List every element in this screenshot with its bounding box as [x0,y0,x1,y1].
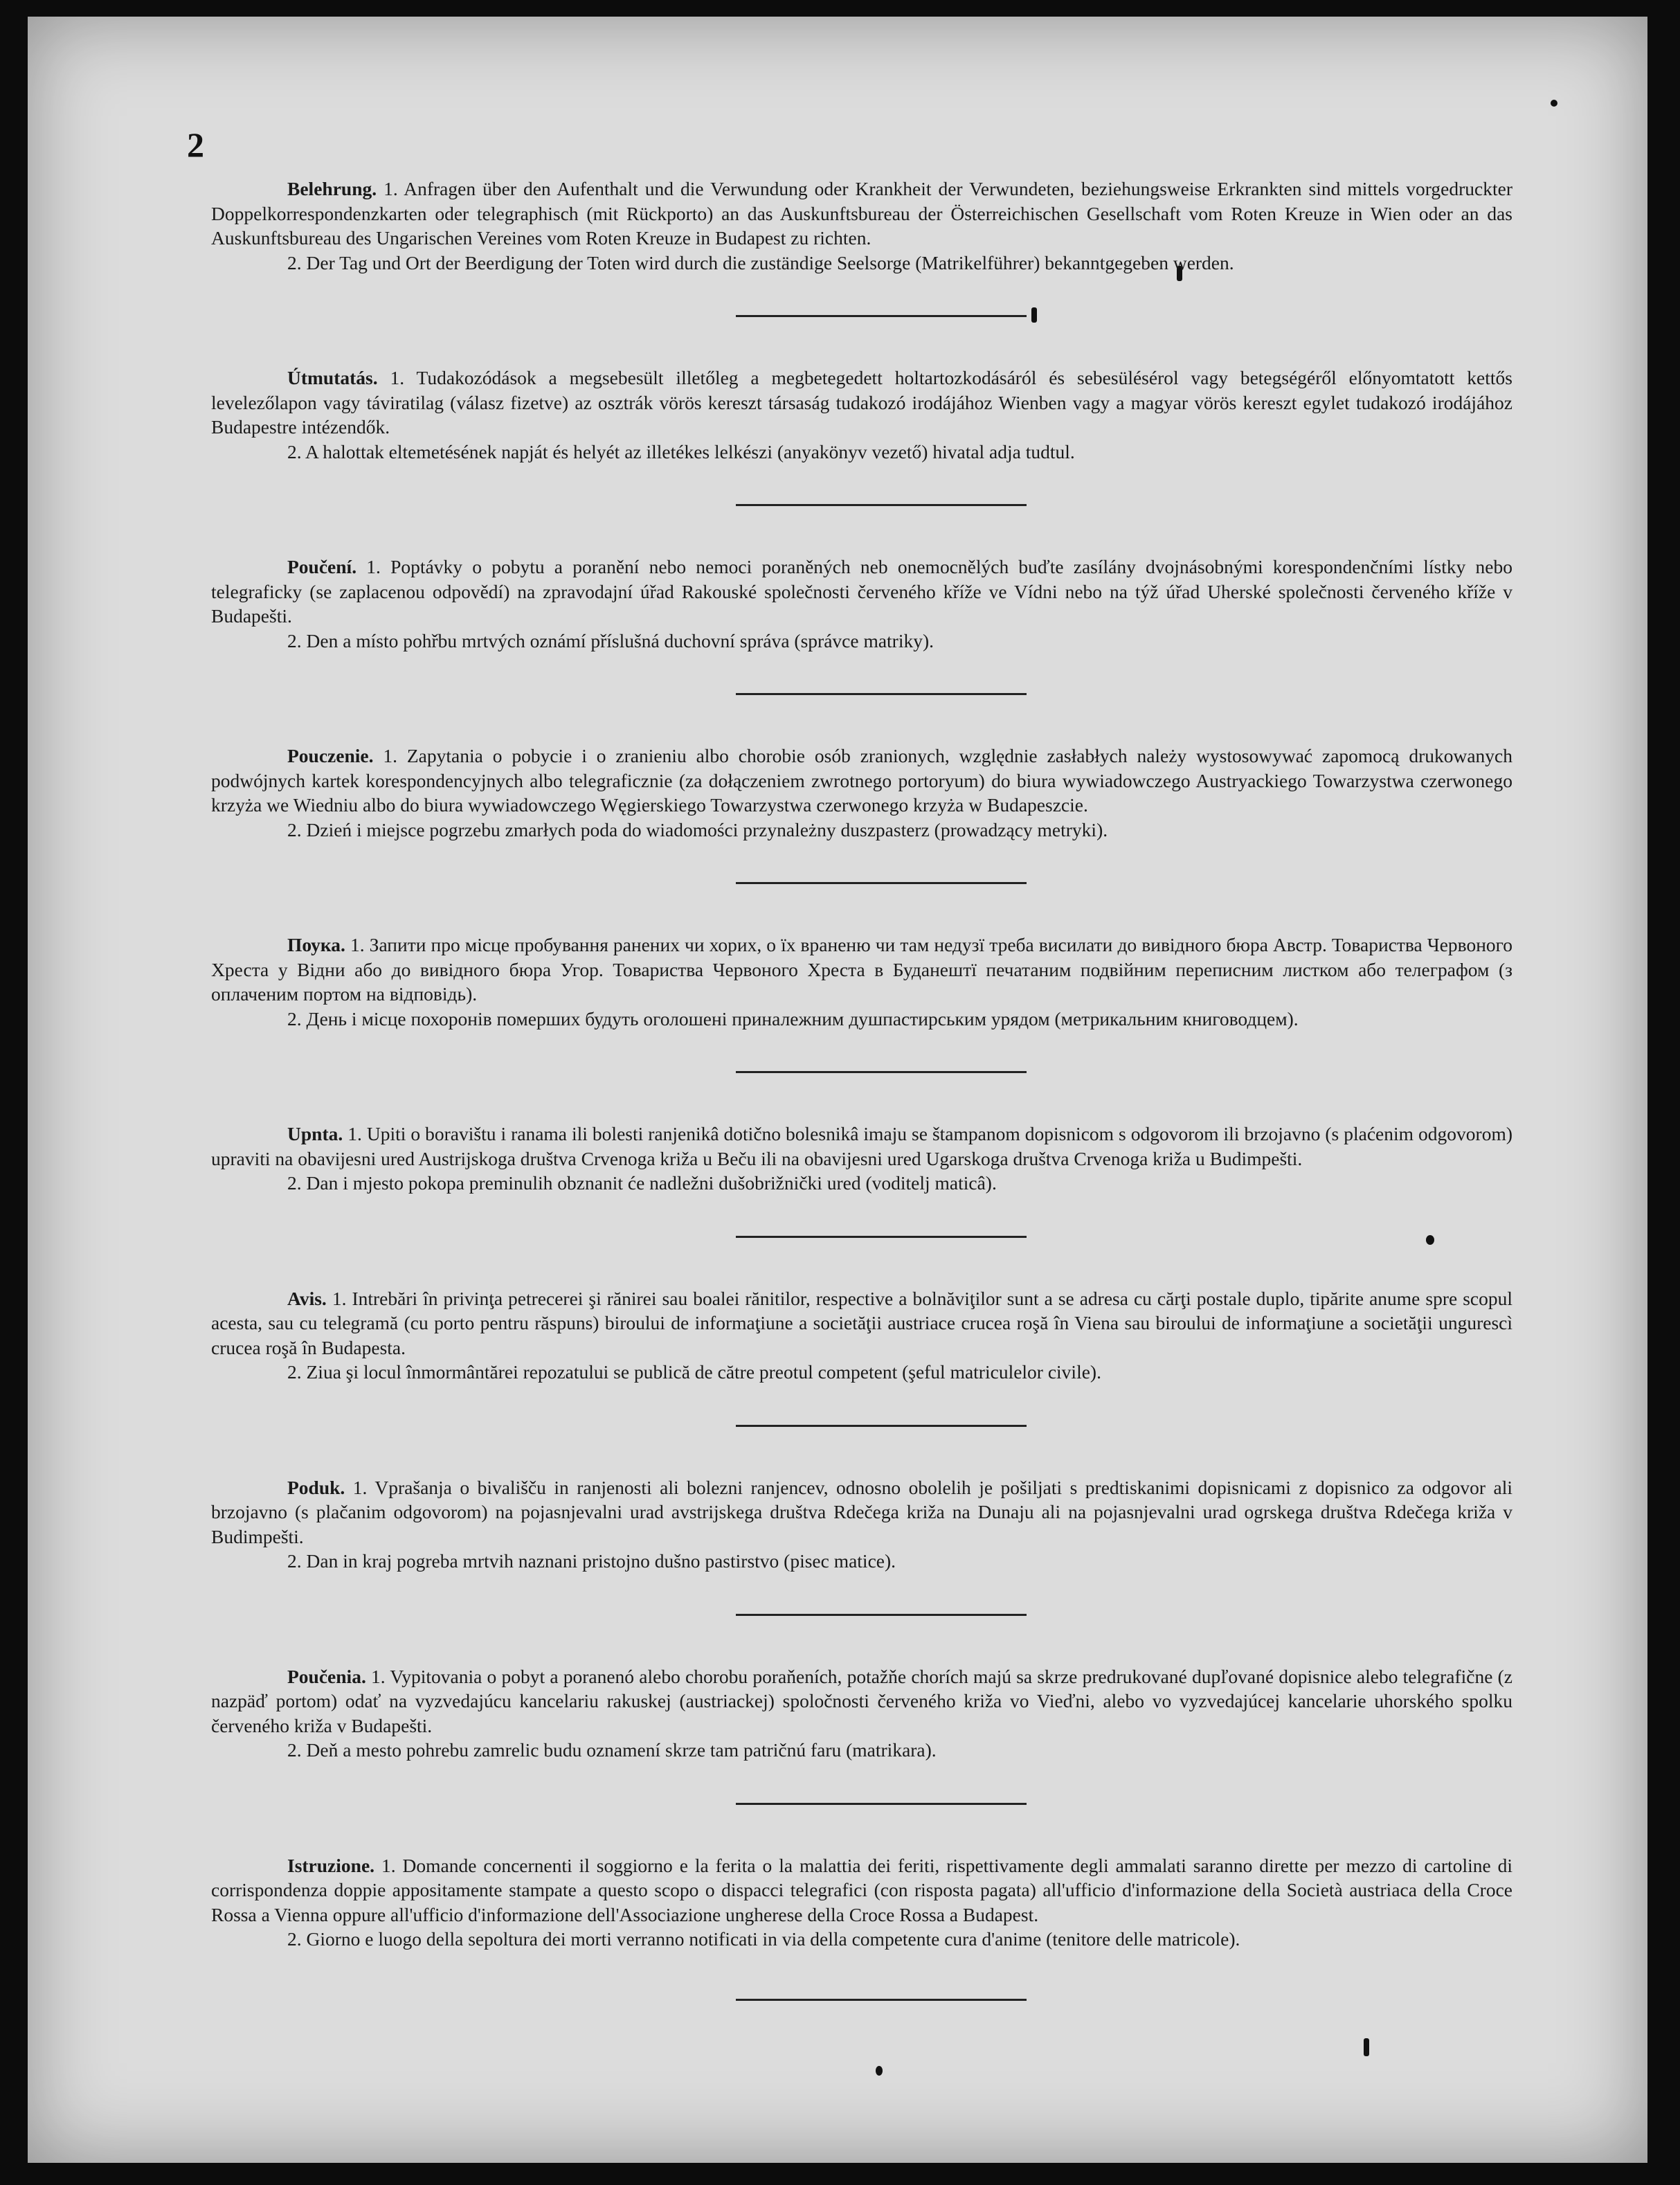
point-2-text: 2. Giorno e luogo della sepoltura dei morti verranno notificati in via della competente cura d'anime (tenitore delle matricole). [287,1928,1240,1950]
section-slovenian [211,1475,1512,1574]
section-divider [736,693,1027,695]
section-divider [736,1236,1027,1238]
point-2-text: 2. День і місце похоронів померших будуть оголошені приналежним душпастирським урядом (метрикальним книговодцем). [287,1007,1299,1029]
section-romanian [211,1286,1512,1385]
point-2-text: 2. Dzień i miejsce pogrzebu zmarłych poda do wiadomości przynależny duszpasterz (prowadzący metryki). [287,818,1108,840]
section-paragraph [211,366,1512,440]
point-1-text: 1. Запити про місце пробування ранених чи хорих, о їх враненю чи там недузї треба висилати до вивідного бюра Австр. Товариства Червоного Хреста у Відни або до вивідного бюра Угор. Товариства Червоного Хреста в Буданештї печатаним подвійним переписним листком або телеграфом (з оплаченим портом на відповідь). [211,934,1513,1005]
point-1-text: 1. Intrebări în privinţa petrecerei şi rănirei sau boalei rănitilor, respective a bolnăviţilor sunt a se adresa cu cărţi postale duplo, tipărite anume spre scopul acesta, sau cu telegramă (cu porto pentru răspuns) biroului de informaţiune a societăţii austriace crucea roşă în Viena sau biroului de informaţiune a societăţii ungurescì crucea roşă în Budapesta. [211,1287,1513,1358]
point-2-text: 2. Ziua şi locul înmormântărei repozatului se publică de către preotul competent (şeful matriculelor civile). [287,1361,1101,1383]
ink-speck [876,2066,883,2076]
point-1-text: 1. Vprašanja o bivališču in ranjenosti ali bolezni ranjencev, odnosno obolelih je pošiljati s predtiskanimi dopisnicami z dopisnico za odgovor ali brzojavno (s plačanim odgovorom) na pojasnjevalni urad avstrijskega društva Rdečega križa na Dunaju ali na pojasnjevalni urad ogrskega društva Rdečega križa v Budimpešti. [211,1476,1513,1547]
section-paragraph [211,933,1512,1007]
section-paragraph [211,1853,1512,1927]
section-german [211,177,1512,275]
point-1-text: 1. Poptávky o pobytu a poranění nebo nemoci poraněných neb onemocnělých buďte zasílány dvojnásobnými korespondenčními lístky nebo telegraficky (se zaplacenou odpovědí) na zpravodajní úřad Rakouské společnosti červeného kříže ve Vídni nebo na týž úřad Uherské společnosti červeného kříže v Budapešti. [211,556,1512,627]
ink-speck [1551,100,1557,107]
section-heading: Belehrung. [287,178,377,199]
section-heading: Poučenia. [287,1665,366,1687]
section-divider [736,1803,1027,1805]
section-heading: Поука. [287,934,345,955]
section-polish [211,744,1512,842]
instructions-content [211,177,1512,2049]
point-1-text: 1. Upiti o boravištu i ranama ili bolesti ranjenikâ dotično bolesnikâ imaju se štampanom dopisnicom s odgovorom ili brzojavno (s plaćenim odgovorom) upraviti na obavijesni ured Austrijskoga društva Crvenoga križa u Beču ili na obavijesni ured Ugarskoga društva Crvenoga križa u Budimpešti. [211,1123,1512,1169]
section-paragraph [211,555,1512,629]
point-2-text: 2. Dan in kraj pogreba mrtvih naznani pristojno dušno pastirstvo (pisec matice). [287,1550,896,1572]
section-divider [736,504,1027,506]
section-heading: Pouczenie. [287,745,374,766]
section-ukrainian [211,933,1512,1031]
point-2-text: 2. Den a místo pohřbu mrtvých oznámí příslušná duchovní správa (správce matriky). [287,629,934,651]
section-heading: Istruzione. [287,1854,375,1876]
section-italian [211,1853,1512,1952]
section-croatian [211,1122,1512,1196]
section-divider [736,1999,1027,2001]
point-2-text: 2. Der Tag und Ort der Beerdigung der Toten wird durch die zuständige Seelsorge (Matrikelführer) bekanntgegeben werden. [287,251,1234,273]
section-hungarian [211,366,1512,464]
section-heading: Avis. [287,1287,327,1309]
section-paragraph [211,1286,1512,1360]
section-czech [211,555,1512,653]
section-heading: Poduk. [287,1476,345,1498]
section-paragraph [211,744,1512,818]
section-paragraph [211,1122,1512,1171]
section-divider [736,315,1027,317]
section-divider [736,1425,1027,1427]
section-divider [736,1614,1027,1616]
section-divider [736,1071,1027,1073]
point-1-text: 1. Anfragen über den Aufenthalt und die Verwundung oder Krankheit der Verwundeten, beziehungsweise Erkrankten sind mittels vorgedruckter Doppelkorrespondenzkarten oder telegraphisch (mit Rückporto) an das Auskunftsbureau der Österreichischen Gesellschaft vom Roten Kreuze in Wien oder an das Auskunftsbureau des Ungarischen Vereines vom Roten Kreuze in Budapest zu richten. [211,178,1513,249]
point-2-text: 2. Dan i mjesto pokopa preminulih obznanit će nadležni dušobrižnički ured (voditelj maticâ). [287,1172,997,1194]
point-2-text: 2. A halottak eltemetésének napját és helyét az illetékes lelkészi (anyakönyv vezető) hivatal adja tudtul. [287,440,1075,462]
point-1-text: 1. Vypitovania o pobyt a poranenó alebo chorobu poraňeních, potažňe chorích majú sa skrze predrukované dupľované dopisnice alebo telegrafične (z nazpäď portom) odať na vyzvedajúcu kancelariu rakuskej (austriackej) spoločnosti červeného križa vo Vieďni, alebo vo vyzvedajúcej kancelarie uhorského spolku červeného križa v Budapešti. [211,1665,1512,1736]
point-1-text: 1. Zapytania o pobycie i o zranieniu albo chorobie osób zranionych, względnie zasłabłych należy wystosowywać zapomocą drukowanych podwójnych kartek korespondencyjnych albo telegraficznie (za dołączeniem zwrotnego portoryum) do biura wywiadowczego Austryackiego Towarzystwa czerwonego krzyża we Wiedniu albo do biura wywiadowczego Węgierskiego Towarzystwa czerwonego krzyża w Budapeszcie. [211,745,1513,816]
section-slovak [211,1664,1512,1763]
point-2-text: 2. Deň a mesto pohrebu zamrelic budu oznamení skrze tam patričnú faru (matrikara). [287,1739,937,1761]
section-paragraph [211,1664,1512,1738]
section-heading: Upnta. [287,1123,343,1144]
section-paragraph [211,1475,1512,1549]
point-1-text: 1. Tudakozódások a megsebesült illetőleg a megbetegedett holtartozkodásáról és sebesülésérol vagy betegségéről előnyomtatott kettős levelezőlapon vagy táviratilag (válasz fizetve) az osztrák vörös kereszt társaság tudakozó irodájához Wienben vagy a magyar vörös kereszt egylet tudakozó irodájához Budapestre intézendők. [211,367,1512,438]
page-number: 2 [187,125,204,164]
section-paragraph [211,177,1512,251]
point-1-text: 1. Domande concernenti il soggiorno e la ferita o la malattia dei feriti, rispettivamente degli ammalati saranno dirette per mezzo di cartoline di corrispondenza doppie appositamente stampate a questo scopo o dispacci telegrafici (con risposta pagata) all'ufficio d'informazione della Società austriaca della Croce Rossa a Vienna oppure all'ufficio d'informazione dell'Associazione ungherese della Croce Rossa a Budapest. [211,1854,1512,1925]
section-heading: Útmutatás. [287,367,378,388]
section-divider [736,882,1027,884]
section-heading: Poučení. [287,556,357,577]
